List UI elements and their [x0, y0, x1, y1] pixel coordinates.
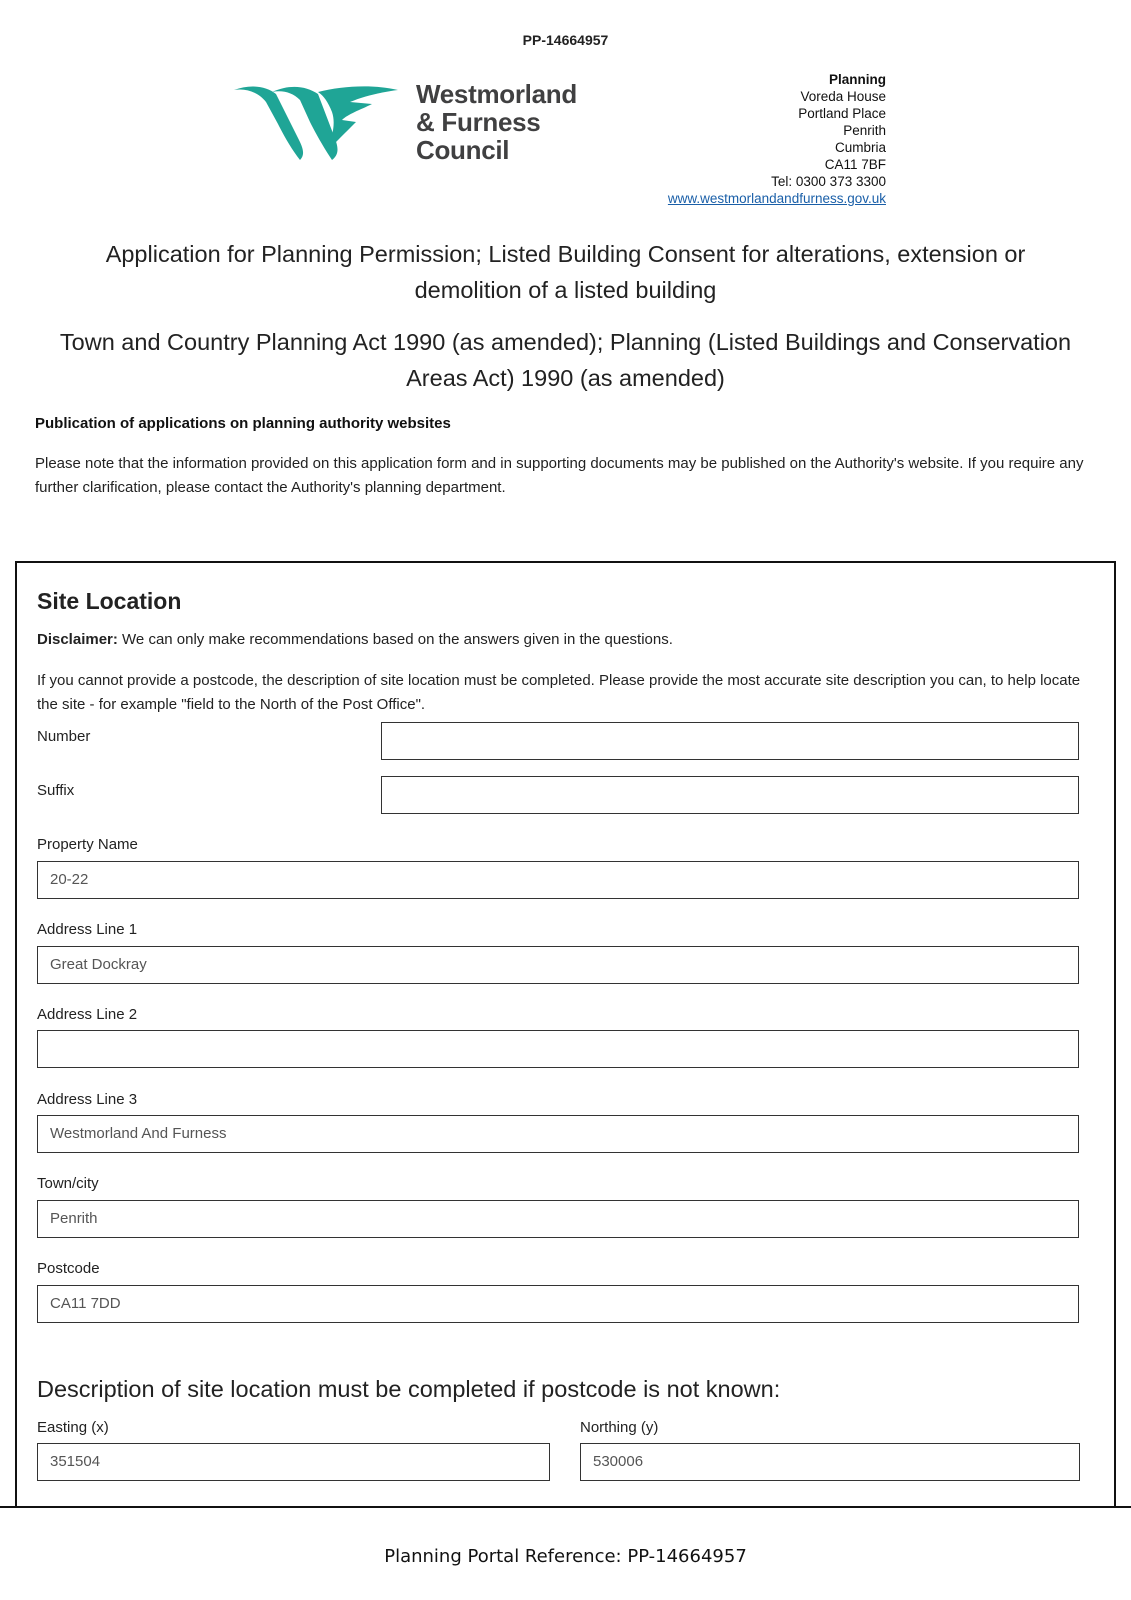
address-line: CA11 7BF — [824, 157, 886, 172]
footer-portal-reference: Planning Portal Reference: PP-14664957 — [384, 1546, 747, 1567]
council-address — [668, 71, 886, 207]
address-line-3-input[interactable]: Westmorland And Furness — [37, 1115, 1079, 1153]
easting-label: Easting (x) — [37, 1419, 109, 1436]
council-name — [416, 80, 577, 164]
address-line: Penrith — [843, 123, 886, 138]
address-line-1-input[interactable]: Great Dockray — [37, 946, 1079, 984]
website-link[interactable]: www.westmorlandandfurness.gov.uk — [667, 191, 886, 206]
address-line-1-label: Address Line 1 — [37, 921, 138, 938]
address-line-3-label: Address Line 3 — [37, 1091, 138, 1108]
legislation-title: Town and Country Planning Act 1990 (as amended); Planning (Listed Buildings and Conservation Areas Act) 1990 (as amended) — [59, 329, 1072, 391]
form-title: Application for Planning Permission; Listed Building Consent for alterations, extension or demolition of a listed building — [105, 241, 1026, 303]
section-title: Site Location — [37, 588, 182, 614]
department-name: Planning — [829, 72, 886, 87]
number-label: Number — [37, 728, 91, 745]
address-line: Cumbria — [834, 140, 886, 155]
council-logo-mark-icon — [232, 80, 402, 166]
postcode-input[interactable]: CA11 7DD — [37, 1285, 1079, 1323]
council-logo — [232, 80, 592, 166]
town-city-input[interactable]: Penrith — [37, 1200, 1079, 1238]
description-heading: Description of site location must be completed if postcode is not known: — [37, 1376, 781, 1402]
page-divider — [0, 1506, 1131, 1508]
address-line-2-input[interactable] — [37, 1030, 1079, 1068]
property-name-label: Property Name — [37, 836, 138, 853]
publication-heading: Publication of applications on planning authority websites — [35, 415, 451, 432]
address-line-2-label: Address Line 2 — [37, 1006, 138, 1023]
northing-input[interactable]: 530006 — [580, 1443, 1080, 1481]
council-name-line-1: Westmorland — [416, 79, 577, 109]
town-city-label: Town/city — [37, 1175, 99, 1192]
council-name-line-2: & Furness — [416, 107, 541, 137]
disclaimer-label: Disclaimer: — [37, 631, 118, 648]
number-input[interactable] — [381, 722, 1079, 760]
address-line: Portland Place — [798, 106, 886, 121]
council-name-line-3: Council — [416, 135, 510, 165]
property-name-input[interactable]: 20-22 — [37, 861, 1079, 899]
postcode-label: Postcode — [37, 1260, 100, 1277]
site-instruction: If you cannot provide a postcode, the description of site location must be completed. Please provide the most accurate site description you can, to help locate the site - for example "field to the North of the Post Office". — [37, 672, 1081, 713]
document-reference: PP-14664957 — [522, 32, 609, 48]
easting-input[interactable]: 351504 — [37, 1443, 550, 1481]
northing-label: Northing (y) — [580, 1419, 659, 1436]
publication-note: Please note that the information provided on this application form and in supporting documents may be published on the Authority's website. If you require any further clarification, please contact the Authority's planning department. — [35, 455, 1084, 496]
disclaimer — [37, 631, 673, 648]
suffix-input[interactable] — [381, 776, 1079, 814]
suffix-label: Suffix — [37, 782, 75, 799]
address-line: Voreda House — [800, 89, 886, 104]
disclaimer-text: We can only make recommendations based on the answers given in the questions. — [117, 631, 673, 648]
telephone: Tel: 0300 373 3300 — [771, 174, 886, 189]
